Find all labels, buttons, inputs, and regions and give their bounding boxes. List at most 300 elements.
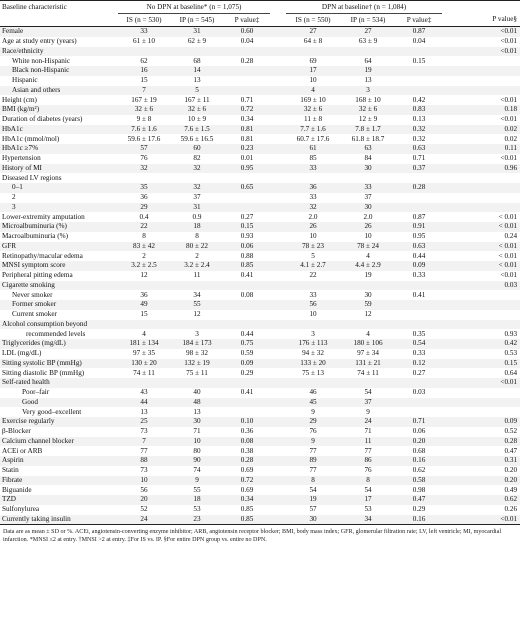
table-cell: 26 <box>286 222 340 232</box>
row-label: Poor–fair <box>22 388 50 397</box>
row-label: Former smoker <box>0 300 118 310</box>
table-cell: 89 <box>286 456 340 466</box>
table-cell <box>396 320 442 330</box>
row-label: Calcium channel blocker <box>0 437 118 447</box>
table-cell: 0.58 <box>396 476 442 486</box>
spacer-cell <box>270 144 286 154</box>
table-cell: 132 ± 19 <box>170 359 224 369</box>
table-cell: 0.62 <box>412 466 426 475</box>
table-cell: 77 <box>309 466 317 475</box>
table-cell: 76 <box>140 154 148 163</box>
table-cell: 0.88 <box>240 251 254 260</box>
row-label: Duration of diabetes (years) <box>2 115 83 124</box>
table-row <box>0 105 520 115</box>
table-cell: 167 ± 11 <box>184 95 210 104</box>
spacer-cell <box>270 183 286 193</box>
table-cell: 60 <box>170 144 224 154</box>
table-row <box>0 56 520 66</box>
table-cell: <0.01 <box>500 271 518 280</box>
table-row <box>0 349 520 359</box>
table-cell: 29 <box>286 417 340 427</box>
table-row <box>0 476 520 486</box>
table-cell: 59.6 ± 17.6 <box>127 134 161 143</box>
row-label: History of MI <box>0 164 118 174</box>
spacer-cell <box>270 466 286 476</box>
table-cell <box>224 203 270 213</box>
table-cell <box>442 183 520 193</box>
table-cell: 56 <box>286 300 340 310</box>
table-row <box>0 271 520 281</box>
table-row <box>0 232 520 242</box>
table-cell: 0.06 <box>412 427 426 436</box>
table-cell: 3.2 ± 2.5 <box>118 261 170 271</box>
table-cell <box>442 290 520 300</box>
table-cell <box>224 281 270 291</box>
table-cell: 4.1 ± 2.7 <box>286 261 340 271</box>
spacer-cell <box>270 105 286 115</box>
row-label: Cigarette smoking <box>0 281 118 291</box>
row-label: GFR <box>0 242 118 252</box>
table-cell: 24 <box>340 417 396 427</box>
table-cell: 80 <box>193 446 201 455</box>
table-cell: 27 <box>340 27 396 37</box>
spacer-cell <box>270 300 286 310</box>
row-label: Diseased LV regions <box>2 173 62 182</box>
table-cell: 32 ± 6 <box>286 105 340 115</box>
table-cell <box>286 320 340 330</box>
table-row <box>0 446 520 456</box>
table-cell: 22 <box>309 271 317 280</box>
spacer-cell <box>270 47 286 57</box>
table-cell <box>396 398 442 408</box>
col-ip-dpn: IP (n = 534) <box>340 14 396 27</box>
table-cell: 0.28 <box>442 437 520 447</box>
table-cell <box>396 310 442 320</box>
table-footnote: Data are as mean ± SD or %. ACEi, angiotensin-converting enzyme inhibitor; ARB, angiotensin receptor blocker; BMI, body mass index; GFR, glomerular filtration rate; LV, left ventricle; MI, myocardial infarction. *MNSI ≤2 at entry. †MNSI >2 at entry. ‡For IS vs. IP. §For entire DPN group vs. entire no DPN. <box>3 529 502 544</box>
table-cell: 2.0 <box>308 212 318 221</box>
table-cell <box>442 86 520 96</box>
table-cell: 0.23 <box>224 144 270 154</box>
table-row <box>0 261 520 271</box>
table-cell: 167 ± 19 <box>131 95 157 104</box>
table-cell: 88 <box>118 456 170 466</box>
row-label: Aspirin <box>0 456 118 466</box>
table-cell: 49 <box>118 300 170 310</box>
table-cell: 3 <box>195 329 199 338</box>
table-cell <box>442 66 520 76</box>
table-cell <box>224 66 270 76</box>
table-cell: 168 ± 10 <box>355 95 381 104</box>
table-cell <box>224 310 270 320</box>
table-cell: 0.28 <box>396 183 442 193</box>
spacer-cell <box>270 417 286 427</box>
table-cell: 60.7 ± 17.6 <box>296 134 330 143</box>
table-cell: 10 <box>309 76 317 85</box>
spacer-cell <box>270 242 286 252</box>
table-cell: 2 <box>195 251 199 260</box>
table-cell: 37 <box>364 193 372 202</box>
table-row <box>0 173 520 183</box>
table-row <box>0 251 520 261</box>
row-label: Female <box>0 27 118 37</box>
table-cell: 0.09 <box>224 359 270 369</box>
table-cell: 130 ± 20 <box>118 359 170 369</box>
table-cell: 13 <box>193 407 201 416</box>
table-row <box>0 27 520 37</box>
table-cell: 71 <box>364 427 372 436</box>
table-cell <box>170 47 224 57</box>
table-cell: 77 <box>309 446 317 455</box>
table-row <box>0 95 520 105</box>
table-cell: 84 <box>364 154 372 163</box>
table-row <box>0 144 520 154</box>
table-cell: 0.10 <box>224 417 270 427</box>
row-label: 2 <box>12 193 16 202</box>
table-row <box>0 427 520 437</box>
row-label: Height (cm) <box>2 95 37 104</box>
spacer-cell <box>270 232 286 242</box>
table-cell: 17 <box>286 66 340 76</box>
spacer-cell <box>270 251 286 261</box>
table-cell: 0.87 <box>412 212 426 221</box>
table-cell: 34 <box>340 515 396 525</box>
col-ip-no-dpn: IP (n = 545) <box>170 14 224 27</box>
spacer-cell <box>270 125 286 135</box>
table-cell: 0.18 <box>442 105 520 115</box>
table-cell: 0.44 <box>412 251 426 260</box>
table-row <box>0 515 520 525</box>
table-cell <box>396 407 442 417</box>
table-cell: 54 <box>309 485 317 494</box>
table-row <box>0 154 520 164</box>
table-cell: < 0.01 <box>442 222 520 232</box>
spacer-cell <box>270 515 286 525</box>
table-cell: 33 <box>286 164 340 174</box>
col-p-no-dpn: P value‡ <box>224 14 270 27</box>
table-cell: 83 ± 42 <box>118 242 170 252</box>
table-cell: 0.41 <box>412 290 426 299</box>
table-cell <box>442 407 520 417</box>
table-cell: <0.01 <box>500 154 518 163</box>
row-label: Sitting diastolic BP (mmHg) <box>2 368 85 377</box>
table-cell: 8 <box>340 476 396 486</box>
table-cell <box>170 173 224 183</box>
row-label: Currently taking insulin <box>0 515 118 525</box>
spacer-cell <box>270 271 286 281</box>
row-label: Hypertension <box>2 154 41 163</box>
table-cell: 62 <box>140 56 148 65</box>
table-cell: 0.95 <box>224 164 270 174</box>
table-cell <box>442 173 520 183</box>
table-cell: 0.29 <box>240 368 254 377</box>
table-cell: 0.54 <box>396 339 442 349</box>
row-label: MNSI symptom score <box>0 261 118 271</box>
table-cell <box>442 56 520 66</box>
table-cell: 0.20 <box>396 437 442 447</box>
table-cell: 0.27 <box>240 212 254 221</box>
spacer-cell <box>270 437 286 447</box>
spacer-cell <box>270 388 286 398</box>
table-cell: 0.72 <box>224 476 270 486</box>
table-cell: 18 <box>170 495 224 505</box>
table-cell: <0.01 <box>442 378 520 388</box>
table-row <box>0 310 520 320</box>
table-cell: 32 <box>118 164 170 174</box>
table-cell: 57 <box>309 505 317 514</box>
table-cell: 64 ± 8 <box>303 37 323 46</box>
table-cell: 30 <box>340 203 396 213</box>
table-cell: 0.95 <box>412 232 426 241</box>
table-cell <box>170 281 224 291</box>
table-cell: 0.16 <box>396 456 442 466</box>
table-cell <box>170 378 224 388</box>
table-cell: 10 <box>364 232 372 241</box>
table-cell: 0.68 <box>412 446 426 455</box>
spacer-cell <box>270 339 286 349</box>
spacer-cell <box>270 407 286 417</box>
table-cell: 25 <box>118 417 170 427</box>
table-cell: 13 <box>140 407 148 416</box>
table-cell: 59.6 ± 16.5 <box>180 134 214 143</box>
table-cell: 12 <box>140 271 148 280</box>
spacer-cell <box>270 66 286 76</box>
table-cell: 0.93 <box>240 232 254 241</box>
table-cell: 0.08 <box>224 437 270 447</box>
table-cell: 19 <box>286 495 340 505</box>
table-cell: 0.38 <box>240 446 254 455</box>
table-cell <box>224 320 270 330</box>
table-cell: 2 <box>142 251 146 260</box>
spacer-cell <box>270 222 286 232</box>
table-cell <box>396 66 442 76</box>
table-cell: 0.41 <box>240 271 254 280</box>
row-label: Statin <box>2 466 19 475</box>
table-cell: 0.85 <box>240 505 254 514</box>
spacer-cell <box>270 290 286 300</box>
row-label: Alcohol consumption beyond <box>0 320 118 330</box>
table-cell <box>224 76 270 86</box>
table-cell: 45 <box>286 398 340 408</box>
table-cell: 9 ± 8 <box>136 115 152 124</box>
table-cell: 176 ± 113 <box>286 339 340 349</box>
table-cell: 30 <box>170 417 224 427</box>
table-cell: 0.96 <box>442 164 520 174</box>
table-row <box>0 222 520 232</box>
table-cell: 63 ± 9 <box>358 37 378 46</box>
spacer-cell <box>270 378 286 388</box>
table-cell: 13 <box>193 76 201 85</box>
table-cell <box>396 86 442 96</box>
table-cell: 0.75 <box>224 339 270 349</box>
table-cell: 12 <box>364 310 372 319</box>
table-cell: 40 <box>193 388 201 397</box>
table-cell: 54 <box>364 388 372 397</box>
table-cell: 4 <box>366 329 370 338</box>
table-cell: 4.4 ± 2.9 <box>340 261 396 271</box>
table-cell: 35 <box>118 183 170 193</box>
table-cell: 0.03 <box>412 388 426 397</box>
table-cell: 0.4 <box>139 212 149 221</box>
table-cell <box>340 320 396 330</box>
table-cell: 10 <box>309 232 317 241</box>
table-cell: 0.65 <box>224 183 270 193</box>
table-cell: 97 ± 35 <box>133 349 155 358</box>
table-cell: 0.26 <box>504 505 518 514</box>
table-cell: 0.20 <box>504 466 518 475</box>
table-cell: 61.8 ± 18.7 <box>351 134 385 143</box>
row-label: Black non-Hispanic <box>0 66 118 76</box>
table-cell: 55 <box>170 300 224 310</box>
table-cell <box>396 281 442 291</box>
row-label: Peripheral pitting edema <box>2 271 73 280</box>
table-cell: 133 ± 20 <box>286 359 340 369</box>
spacer-cell <box>270 359 286 369</box>
row-label: Exercise regularly <box>0 417 118 427</box>
table-cell: 57 <box>118 144 170 154</box>
table-cell: 56 <box>140 485 148 494</box>
table-row <box>0 456 520 466</box>
col-is-dpn: IS (n = 550) <box>286 14 340 27</box>
spacer-cell <box>270 320 286 330</box>
table-cell: 32 <box>170 183 224 193</box>
row-label: Sitting systolic BP (mmHg) <box>0 359 118 369</box>
table-cell: 32 ± 6 <box>340 105 396 115</box>
table-cell: 0.33 <box>412 271 426 280</box>
table-cell: 98 ± 32 <box>186 349 208 358</box>
table-cell: 94 ± 32 <box>302 349 324 358</box>
table-cell: <0.01 <box>500 115 518 124</box>
table-cell: 5 <box>170 86 224 96</box>
table-cell: 0.98 <box>412 485 426 494</box>
table-cell <box>224 407 270 417</box>
table-cell <box>442 388 520 398</box>
table-cell: 0.69 <box>240 466 254 475</box>
row-label: Race/ethnicity <box>0 47 118 57</box>
spacer-cell <box>270 505 286 515</box>
table-cell: 68 <box>193 56 201 65</box>
table-cell: 30 <box>340 164 396 174</box>
table-cell: 0.63 <box>396 242 442 252</box>
table-cell <box>442 203 520 213</box>
row-label: Hispanic <box>12 76 38 85</box>
table-cell: 0.15 <box>442 359 520 369</box>
spacer-cell <box>270 329 286 339</box>
table-cell: 131 ± 21 <box>340 359 396 369</box>
table-row <box>0 300 520 310</box>
table-cell: 61 ± 10 <box>133 37 155 46</box>
row-label: Retinopathy/macular edema <box>2 251 83 260</box>
table-cell: 26 <box>340 222 396 232</box>
row-label: ACEi or ARB <box>2 446 43 455</box>
table-cell: 0.20 <box>442 476 520 486</box>
table-row <box>0 320 520 330</box>
col-p-dpn: P value‡ <box>396 14 442 27</box>
table-cell <box>340 47 396 57</box>
table-cell <box>118 320 170 330</box>
table-cell: 85 <box>309 154 317 163</box>
row-label: Very good–excellent <box>22 407 82 416</box>
table-cell: 9 <box>366 407 370 416</box>
table-cell <box>286 47 340 57</box>
spacer-cell <box>270 398 286 408</box>
table-cell <box>118 173 170 183</box>
table-cell: < 0.01 <box>498 212 518 221</box>
table-cell: < 0.01 <box>442 242 520 252</box>
table-row <box>0 66 520 76</box>
table-cell <box>286 281 340 291</box>
table-cell: 32 <box>170 164 224 174</box>
table-cell: 0.63 <box>396 144 442 154</box>
table-cell: 86 <box>340 456 396 466</box>
table-cell: 7 <box>118 437 170 447</box>
table-cell <box>442 193 520 203</box>
spacer-cell <box>270 261 286 271</box>
table-cell <box>224 378 270 388</box>
table-cell <box>340 281 396 291</box>
table-cell <box>118 47 170 57</box>
table-cell: 64 <box>364 56 372 65</box>
table-cell: 75 ± 11 <box>186 368 208 377</box>
table-cell: 24 <box>118 515 170 525</box>
table-row <box>0 193 520 203</box>
spacer-cell <box>270 164 286 174</box>
table-cell: 0.81 <box>240 134 254 143</box>
table-cell: 61 <box>286 144 340 154</box>
table-cell <box>170 320 224 330</box>
table-cell: 8 <box>142 232 146 241</box>
table-cell <box>286 378 340 388</box>
no-dpn-group-header: No DPN at baseline* (n = 1,075) <box>118 1 270 14</box>
table-cell: 0.83 <box>396 105 442 115</box>
table-row <box>0 47 520 57</box>
table-cell: 10 <box>118 476 170 486</box>
table-row <box>0 212 520 222</box>
table-row <box>0 485 520 495</box>
row-label: Sulfonylurea <box>2 505 40 514</box>
table-cell: 0.47 <box>396 495 442 505</box>
table-cell <box>442 300 520 310</box>
table-row <box>0 37 520 47</box>
table-cell: 48 <box>170 398 224 408</box>
table-cell: 0.09 <box>396 261 442 271</box>
table-row <box>0 164 520 174</box>
table-cell: 8 <box>195 232 199 241</box>
table-row <box>0 407 520 417</box>
table-cell <box>224 193 270 203</box>
table-cell: 9 <box>311 407 315 416</box>
table-cell: 0.08 <box>240 290 254 299</box>
table-cell: 0.35 <box>412 329 426 338</box>
table-cell <box>396 378 442 388</box>
table-cell: 73 <box>140 466 148 475</box>
table-cell: 7.8 ± 1.7 <box>340 125 396 135</box>
table-cell: 80 ± 22 <box>170 242 224 252</box>
table-cell: 0.15 <box>224 222 270 232</box>
table-cell: 37 <box>193 193 201 202</box>
table-cell <box>442 310 520 320</box>
row-label: Triglycerides (mg/dL) <box>0 339 118 349</box>
spacer-cell <box>270 134 286 144</box>
table-cell: 2.0 <box>363 212 373 221</box>
table-cell: 0.13 <box>412 115 426 124</box>
table-row <box>0 86 520 96</box>
table-cell: 7 <box>118 86 170 96</box>
table-cell: <0.01 <box>500 95 518 104</box>
table-row <box>0 281 520 291</box>
table-cell: 34 <box>193 290 201 299</box>
row-label: HbA1c (mmol/mol) <box>2 134 60 143</box>
table-cell: 7.7 ± 1.6 <box>286 125 340 135</box>
